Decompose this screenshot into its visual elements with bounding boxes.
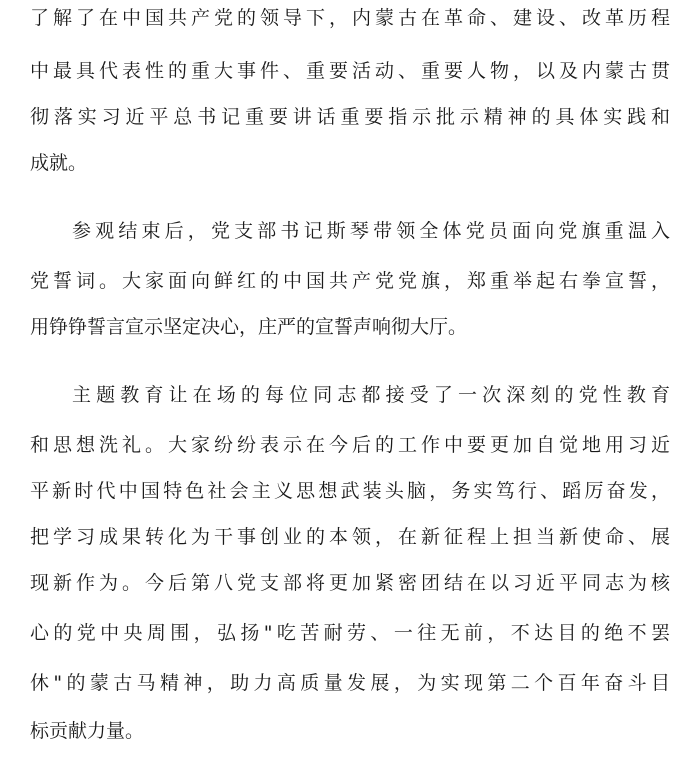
paragraph-2-line-1: 参观结束后，党支部书记斯琴带领全体党员面向党旗重温入	[72, 220, 670, 242]
paragraph-3-line-5: 现新作为。今后第八党支部将更加紧密团结在以习近平同志为核	[30, 572, 670, 594]
paragraph-1-line-4: 成就。	[30, 152, 88, 174]
paragraph-3-line-8: 标贡献力量。	[30, 720, 145, 742]
paragraph-3-line-6: 心的党中央周围，弘扬"吃苦耐劳、一往无前，不达目的绝不罢	[30, 622, 670, 644]
paragraph-1-line-1: 了解了在中国共产党的领导下，内蒙古在革命、建设、改革历程	[30, 7, 670, 29]
paragraph-2-line-3: 用铮铮誓言宣示坚定决心，庄严的宣誓声响彻大厅。	[30, 316, 468, 338]
paragraph-3-line-3: 平新时代中国特色社会主义思想武装头脑，务实笃行、蹈厉奋发，	[30, 480, 670, 502]
paragraph-1-line-3: 彻落实习近平总书记重要讲话重要指示批示精神的具体实践和	[30, 106, 670, 128]
paragraph-2-line-2: 党誓词。大家面向鲜红的中国共产党党旗，郑重举起右拳宣誓，	[30, 270, 670, 292]
paragraph-1-line-2: 中最具代表性的重大事件、重要活动、重要人物，以及内蒙古贯	[30, 60, 670, 82]
paragraph-3-line-2: 和思想洗礼。大家纷纷表示在今后的工作中要更加自觉地用习近	[30, 434, 670, 456]
paragraph-3-line-1: 主题教育让在场的每位同志都接受了一次深刻的党性教育	[72, 384, 670, 406]
paragraph-3-line-7: 休"的蒙古马精神，助力高质量发展，为实现第二个百年奋斗目	[30, 672, 670, 694]
paragraph-3-line-4: 把学习成果转化为干事创业的本领，在新征程上担当新使命、展	[30, 526, 670, 548]
